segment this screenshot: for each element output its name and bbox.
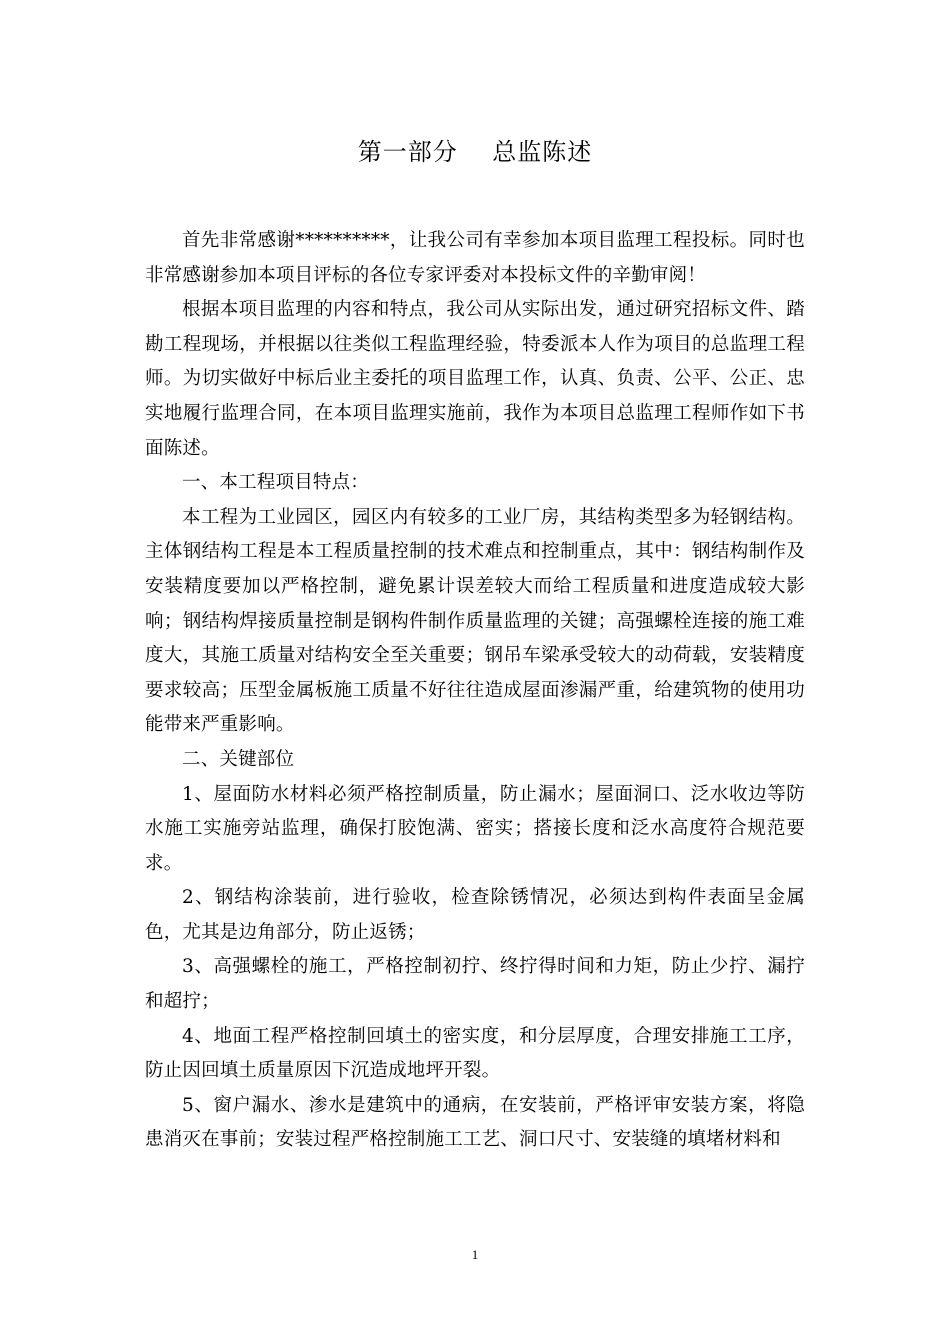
section-heading-key-parts: 二、关键部位 xyxy=(182,748,295,770)
document-body xyxy=(145,224,805,1158)
list-item-ground-works: 4、地面工程严格控制回填土的密实度，和分层厚度，合理安排施工工序，防止因回填土质量原因下沉造成地坪开裂。 xyxy=(145,1025,805,1082)
paragraph-project-features: 本工程为工业园区，园区内有较多的工业厂房，其结构类型多为轻钢结构。主体钢结构工程是本工程质量控制的技术难点和控制重点，其中：钢结构制作及安装精度要加以严格控制，避免累计误差较大而给工程质量和进度造成较大影响；钢结构焊接质量控制是钢构件制作质量监理的关键；高强螺栓连接的施工难度大，其施工质量对结构安全至关重要；钢吊车梁承受较大的动荷载，安装精度要求较高；压型金属板施工质量不好往往造成屋面渗漏严重，给建筑物的使用功能带来严重影响。 xyxy=(145,506,805,736)
section-heading-project-features: 一、本工程项目特点： xyxy=(182,472,370,494)
paragraph-statement-basis: 根据本项目监理的内容和特点，我公司从实际出发，通过研究招标文件、踏勘工程现场，并根据以往类似工程监理经验，特委派本人作为项目的总监理工程师。为切实做好中标后业主委托的项目监理工作，认真、负责、公平、公正、忠实地履行监理合同，在本项目监理实施前，我作为本项目总监理工程师作如下书面陈述。 xyxy=(145,299,805,459)
page-number: 1 xyxy=(471,1247,479,1262)
paragraph-intro-thanks: 首先非常感谢**********，让我公司有幸参加本项目监理工程投标。同时也非常感谢参加本项目评标的各位专家评委对本投标文件的辛勤审阅！ xyxy=(145,230,805,286)
list-item-window-leakage: 5、窗户漏水、渗水是建筑中的通病，在安装前，严格评审安装方案，将隐患消灭在事前；安装过程严格控制施工工艺、洞口尺寸、安装缝的填堵材料和 xyxy=(145,1094,805,1151)
list-item-steel-coating: 2、钢结构涂装前，进行验收，检查除锈情况，必须达到构件表面呈金属色，尤其是边角部分，防止返锈； xyxy=(145,887,805,943)
list-item-roof-waterproofing: 1、屋面防水材料必须严格控制质量，防止漏水；屋面洞口、泛水收边等防水施工实施旁站监理，确保打胶饱满、密实；搭接长度和泛水高度符合规范要求。 xyxy=(145,783,805,874)
list-item-high-strength-bolts: 3、高强螺栓的施工，严格控制初拧、终拧得时间和力矩，防止少拧、漏拧和超拧； xyxy=(145,956,805,1013)
page-title: 第一部分 总监陈述 xyxy=(357,138,593,166)
